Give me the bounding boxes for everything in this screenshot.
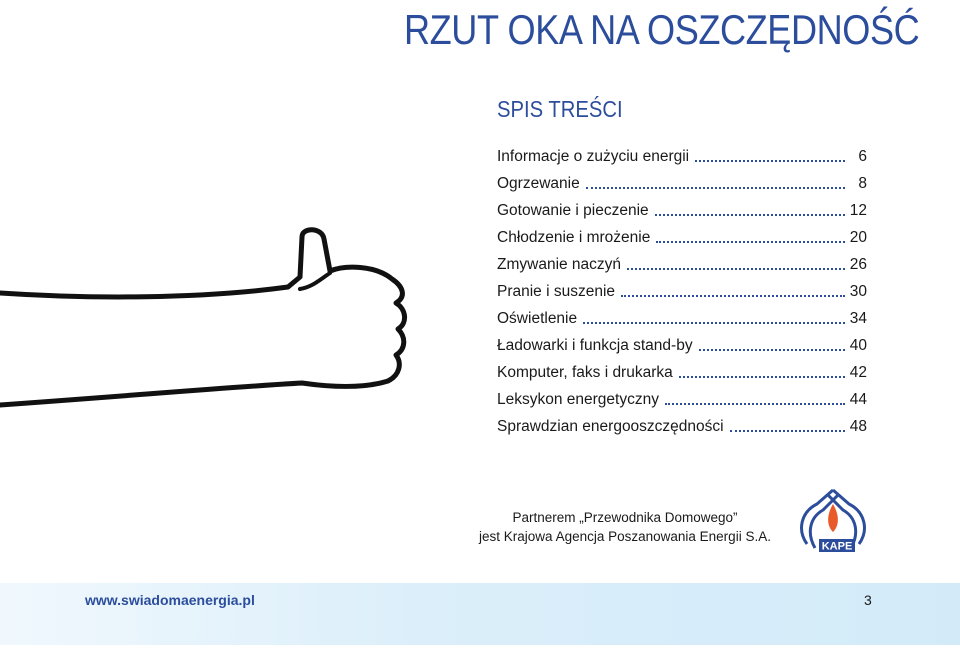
- toc-item-page: 44: [849, 390, 867, 408]
- kape-logo-text: KAPE: [821, 540, 853, 553]
- toc-item-page: 20: [849, 228, 867, 246]
- toc-item-label: Sprawdzian energooszczędności: [497, 417, 724, 435]
- toc-item-page: 6: [858, 147, 867, 165]
- partner-note: [460, 508, 790, 546]
- partner-line-2: jest Krajowa Agencja Poszanowania Energii S.A.: [479, 529, 771, 544]
- toc-item-page: 26: [849, 255, 867, 273]
- toc-item-label: Chłodzenie i mrożenie: [497, 228, 651, 246]
- toc-item-page: 8: [858, 174, 867, 192]
- footer-website-link[interactable]: www.swiadomaenergia.pl: [85, 592, 255, 608]
- toc-item[interactable]: [497, 224, 867, 251]
- page-title: RZUT OKA NA OSZCZĘDNOŚĆ: [404, 6, 920, 53]
- thumbs-up-hand-outline-icon: [0, 225, 420, 425]
- toc-item-page: 30: [849, 282, 867, 300]
- toc-item-page: 48: [849, 417, 867, 435]
- footer-band: [0, 583, 960, 645]
- toc-item[interactable]: [497, 143, 867, 170]
- page-number: 3: [864, 592, 872, 608]
- toc-item-label: Pranie i suszenie: [497, 282, 616, 300]
- table-of-contents: [497, 143, 867, 440]
- toc-item[interactable]: [497, 197, 867, 224]
- toc-item-label: Informacje o zużyciu energii: [497, 147, 690, 165]
- toc-leader-dots: [730, 430, 845, 432]
- toc-item-label: Ogrzewanie: [497, 174, 580, 192]
- toc-leader-dots: [695, 160, 845, 162]
- toc-item[interactable]: [497, 278, 867, 305]
- toc-item-label: Gotowanie i pieczenie: [497, 201, 649, 219]
- kape-logo: [793, 486, 873, 566]
- toc-item-page: 34: [849, 309, 867, 327]
- toc-item[interactable]: [497, 251, 867, 278]
- toc-item[interactable]: [497, 359, 867, 386]
- toc-item-page: 42: [849, 363, 867, 381]
- toc-heading: SPIS TREŚCI: [497, 96, 623, 122]
- toc-leader-dots: [665, 403, 845, 405]
- toc-leader-dots: [655, 214, 845, 216]
- toc-leader-dots: [583, 322, 845, 324]
- toc-leader-dots: [656, 241, 845, 243]
- partner-line-1: Partnerem „Przewodnika Domowego”: [512, 510, 738, 525]
- toc-item-label: Zmywanie naczyń: [497, 255, 622, 273]
- toc-leader-dots: [627, 268, 845, 270]
- toc-item[interactable]: [497, 332, 867, 359]
- toc-item[interactable]: [497, 386, 867, 413]
- toc-item-page: 40: [849, 336, 867, 354]
- toc-item[interactable]: [497, 413, 867, 440]
- toc-leader-dots: [586, 187, 845, 189]
- toc-item-label: Ładowarki i funkcja stand-by: [497, 336, 693, 354]
- toc-item-label: Leksykon energetyczny: [497, 390, 659, 408]
- toc-leader-dots: [699, 349, 845, 351]
- toc-leader-dots: [679, 376, 845, 378]
- toc-leader-dots: [621, 295, 845, 297]
- toc-item-label: Komputer, faks i drukarka: [497, 363, 673, 381]
- toc-item-label: Oświetlenie: [497, 309, 578, 327]
- toc-item-page: 12: [849, 201, 867, 219]
- toc-item[interactable]: [497, 170, 867, 197]
- toc-item[interactable]: [497, 305, 867, 332]
